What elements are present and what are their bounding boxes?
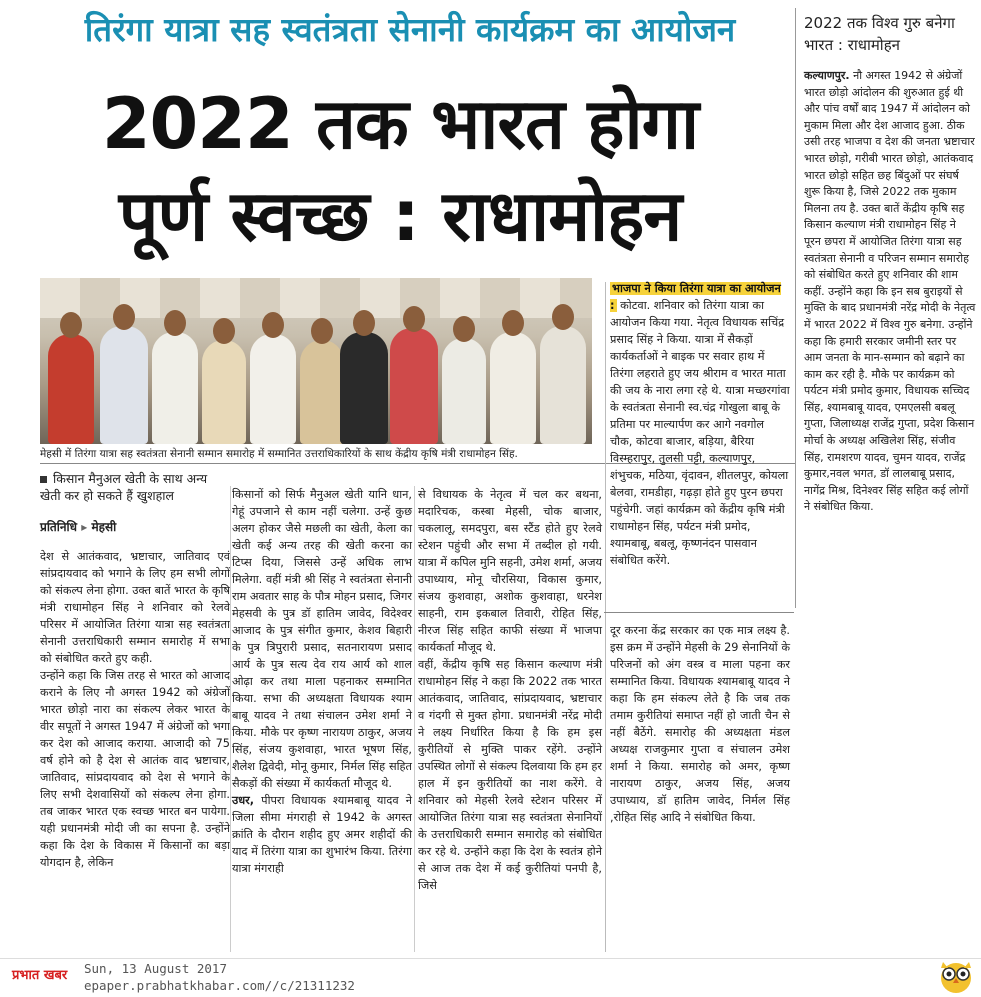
photo-person [490,332,536,444]
kicker-headline: तिरंगा यात्रा सह स्वतंत्रता सेनानी कार्यक्रम का आयोजन [84,10,736,49]
inset-news-brief [610,280,790,569]
col3-paragraph-2: वहीं, केंद्रीय कृषि सह किसान कल्याण मंत्री राधामोहन सिंह ने कहा कि 2022 तक भारत आतंकवाद, जातिवाद, सांप्रदायवाद, भ्रष्टाचार व गंदगी से मुक्त होगा. प्रधानमंत्री नरेंद्र मोदी ने लक्ष्य निर्धारित किया है कि हम इस कुरीतियों से मुक्ति पाकर रहेंगे. उन्होंने उपस्थित लोगों से संकल्प दिलवाया कि हम हर हाल में इन कुरीतियों का नाश करेंगे. वे शनिवार को मेहसी रेलवे स्टेशन परिसर में आयोजित तिरंगा यात्रा सह स्वतंत्रता सेनानियों के उत्तराधिकारी सम्मान समारोह को संबोधित कर रहे थे. उन्होंने कहा कि देश के स्वतंत्र होने से आज तक देश में कई कुरीतियां पनपी है, जिसे [418,658,602,892]
photo-person [250,334,296,444]
photo-person [100,326,148,444]
inset-body: कोटवा. शनिवार को तिरंगा यात्रा का आयोजन किया गया. नेतृत्व विधायक सचिंद्र प्रसाद सिंह ने किया. यात्रा में सैकड़ों कार्यकर्ताओं ने बाइक पर सवार हाथ में तिरंगा लहराते हुए जय श्रीराम व भारत माता की जय के नारा लगा रहे थे. यात्रा मच्छरगांवा के स्वतंत्रता सेनानी स्व.चंद्र गोखुला बाबू के प्रतिमा पर माल्यार्पण कर आगे नवगोल चौक, कोटवा बाजार, बड़िया, बैरिया विस्म्हरापुर, तुलसी पट्टी, कल्याणपुर, शंभुचक, मठिया, वृंदावन, शीतलपुर, कोयला बेलवा, रामडीहा, गढ़ड़ा होते हुए पुरन छपरा पहुंचेगी. जहां कार्यक्रम को केंद्रीय कृषि मंत्री राधामोहन सिंह, पर्यटन मंत्री प्रमोद, श्यामबाबू, बबलू, कृष्णनंदन पासवान संबोधित करेंगे. [610,299,790,567]
headline-line-2: पूर्ण स्वच्छ : राधामोहन [118,175,682,257]
footer-meta [84,960,355,994]
headline-line-1: 2022 तक भारत होगा [101,83,699,165]
byline [40,518,230,535]
col1-paragraph-1: देश से आतंकवाद, भ्रष्टाचार, जातिवाद एवं सांप्रदायवाद को भगाने के लिए हम सभी लोगों को संकल्प लेना होगा. उक्त बातें भारत के कृषि मंत्री राधामोहन सिंह ने शनिवार को रेलवे परिसर में आयोजित तिरंगा यात्रा सह स्वतंत्रता सेनानी उत्तराधिकारी सम्मान समारोह में सभा को संबोधित करते हुए कही. [40,550,230,665]
article-column-1 [40,548,230,871]
sidebar-body: नौ अगस्त 1942 से अंग्रेजों भारत छोड़ो आंदोलन की शुरुआत हुई थी और पांच वर्षों बाद 1947 में आंदोलन को मुकाम मिला और देश आजाद हुआ. ठीक उसी तरह भाजपा व देश की जनता भ्रष्टाचार भारत छोड़ो, गरीबी भारत छोड़ो, आतंकवाद भारत छोड़ो सहित छह बिंदुओं पर संघर्ष शुरू किया है, जिसे 2022 तक मुकाम मिलना तय है. उक्त बातें केंद्रीय कृषि सह किसान कल्याण मंत्री राधामोहन सिंह ने पूरन छपरा में आयोजित तिरंगा यात्रा सह स्वतंत्रता सेनानी व परिजन सम्मान समारोह को संबोधित करते हुए शनिवार की शाम कहीं. उन्होंने कहा कि इन सब बुराइयों से मुक्ति के बाद प्रधानमंत्री नरेंद्र मोदी के नेतृत्व में भारत 2022 में विश्व गुरु बनेगा. उन्होंने कहा कि हमारी सरकार जमीनी स्तर पर आम जनता के मान-सम्मान को बढ़ाने का काम कर रही है. मौके पर कार्यक्रम को पर्यटन मंत्री प्रमोद कुमार, विधायक सच्चिद सिंह, श्यामबाबू यादव, एमएलसी बबलू गुप्ता, जिलाध्यक्ष राजेंद्र गुप्ता, प्रदेश किसान मोर्चा के अध्यक्ष अखिलेश सिंह, संजीव सिंह, रामशरण यादव, चुमन यादव, राजेंद्र कुमार,नवल भगत, डॉ लालबाबू प्रसाद, नागेंद्र मिश्र, दिनेश्वर सिंह सहित कई लोगों ने संबोधित किया. [804,69,976,514]
byline-label: प्रतिनिधि [40,520,78,534]
article-column-3 [418,486,602,894]
photo-caption: मेहसी में तिरंगा यात्रा सह स्वतंत्रता सेनानी सम्मान समारोह में सम्मानित उत्तराधिकारियों के साथ केंद्रीय कृषि मंत्री राधामोहन सिंह. [40,448,518,460]
sidebar-title-line-1: 2022 तक विश्व गुरु बनेगा [804,14,955,32]
sidebar-title-line-2: भारत : राधामोहन [804,36,900,54]
photo-person-head [311,318,333,344]
col2-paragraph-2 [232,792,412,877]
column-divider [230,486,231,952]
sidebar-title [804,12,976,56]
photo-person [152,332,198,444]
byline-place: मेहसी [91,520,117,534]
photo-person-head [353,310,375,336]
photo-person [48,334,94,444]
arrow-icon: ▸ [81,520,88,534]
bullet-square-icon [40,476,47,483]
col2-paragraph-2-text: पीपरा विधायक श्यामबाबू यादव ने जिला सीमा मंगराही से 1942 के अगस्त क्रांति के दौरान शहीद हुए अमर शहीदों की याद में तिरंगा यात्रा का शुभारंभ किया. तिरंगा यात्रा मंगराही [232,794,412,875]
column-divider [605,282,606,952]
photo-person-head [164,310,186,336]
photo-person-head [213,318,235,344]
edition-date: Sun, 13 August 2017 [84,961,227,976]
photo-person-head [403,306,425,332]
bullet-text: किसान मैनुअल खेती के साथ अन्य खेती कर हो सकते हैं खुशहाल [40,471,208,503]
col2-paragraph-1: किसानों को सिर्फ मैनुअल खेती यानि धान, गेहूं उपजाने से काम नहीं चलेगा. उन्हें कुछ अलग होकर जैसे मछली का खेती, केला का खेती कई अन्य तरह की खेती करना का टिप्स दिया, जिससे उन्हें अधिक लाभ मिलेगा. वहीं मंत्री श्री सिंह ने स्वतंत्रता सेनानी राम अवतार साह के पौत्र मोहन प्रसाद, जिगर मेहसवी के पुत्र डॉ हातिम जावेद, विदेश्वर आजाद के पुत्र संगीत कुमार, केशव बिहारी के पुत्र त्रिपुरारी प्रसाद, सतनारायण प्रसाद आर्य के पुत्र सत्य देव राय आर्य को शाल ओढ़ा कर तथा माला पहनाकर सम्मानित किया. सभा की अध्यक्षता विधायक श्याम बाबू यादव ने तथा संचालन उमेश शर्मा ने किया. मौके पर कृष्ण नारायण ठाकुर, अजय सिंह, संजय कुशवाहा, भारत भूषण सिंह, शैलेश द्विवेदी, मोनू कुमार, निर्मल सिंह सहित सैकड़ों की संख्या में कार्यकर्ता मौजूद थे. [232,488,412,790]
column-divider [795,8,796,608]
photo-person-head [113,304,135,330]
photo-person [202,340,246,444]
owl-icon[interactable] [938,956,974,994]
col2-lead: उधर, [232,794,255,807]
column-divider [414,486,415,952]
col3-paragraph-1: से विधायक के नेतृत्व में चल कर बथना, मदारिचक, कस्बा मेहसी, चोक बाजार, चकलालू, समदपुरा, बस स्टैंड होते हुए रेलवे स्टेशन पहुंची और सभा में तब्दील हो गयी. यात्रा में कपिल मुनि सहनी, उमेश शर्मा, अजय उपाध्याय, मोनू चौरसिया, विकास कुमार, संजय कुशवाहा, अशोक कुशवाहा, धरनेश साहनी, राम इकबाल तिवारी, रोहित सिंह, नीरज सिंह सहित काफी संख्या में भाजपा कार्यकर्ता मौजूद थे. [418,488,602,654]
section-rule [604,612,794,613]
main-headline [40,78,760,262]
footer-rule [0,958,981,959]
news-photo [40,278,592,444]
photo-person [340,332,388,444]
sidebar-dateline: कल्याणपुर. [804,69,850,82]
photo-person [390,328,438,444]
photo-person-head [552,304,574,330]
epaper-url[interactable]: epaper.prabhatkhabar.com//c/21311232 [84,978,355,993]
photo-person-head [60,312,82,338]
photo-person-head [502,310,524,336]
photo-person [540,326,586,444]
photo-person-head [262,312,284,338]
sidebar-article [804,68,976,516]
col1-paragraph-2: उन्होंने कहा कि जिस तरह से भारत को आजाद कराने के लिए नौ अगस्त 1942 को अंग्रेजों भारत छोड़ो नारा का संकल्प लेकर भारत के वीर सपूतों ने अगस्त 1947 में अंग्रेजों को भगा कर देश को आजाद कराया. आजादी को 75 वर्ष होने को है देश से आतंक वाद भ्रष्टाचार, जातिवाद, सांप्रदायवाद को देश से भगाने के लिए सभी देशवासियों को संकल्प लेना होगा. तब जाकर भारत एक स्वच्छ भारत बन पायेगा. यही प्रधानमंत्री मोदी जी का सपना है. उन्होंने कहा कि देश के विकास में किसानों का बड़ा योगदान है, लेकिन [40,669,230,869]
inset-tag: भाजपा ने किया तिरंगा यात्रा का आयोजन : [610,282,781,312]
logo-text-a: प्रभात [12,968,40,983]
photo-person [442,338,486,444]
col4-paragraph-1: दूर करना केंद्र सरकार का एक मात्र लक्ष्य है. इस क्रम में उन्होंने मेहसी के 29 सेनानियों के परिजनों को अंग वस्त्र व माला पहना कर सम्मानित किया. विधायक श्यामबाबू यादव ने कहा कि हम संकल्प लेते है कि जब तक तमाम कुरीतियां समाप्त नहीं हो जाती चैन से नहीं बैठेंगे. समारोह की अध्यक्षता मंडल अध्यक्ष राजकुमार गुप्ता व संचालन उमेश शर्मा ने किया. समारोह को अमर, कृष्ण नारायण ठाकुर, अजय सिंह, अजय उपाध्याय, डॉ हातिम जावेद, निर्मल सिंह ,रोहित सिंह आदि ने संबोधित किया. [610,624,790,824]
article-column-4 [610,622,790,826]
article-column-2 [232,486,412,877]
photo-person-head [453,316,475,342]
prabhat-khabar-logo [12,964,78,988]
logo-text-b: खबर [43,968,68,983]
summary-bullet [40,470,230,504]
photo-person [300,340,344,444]
